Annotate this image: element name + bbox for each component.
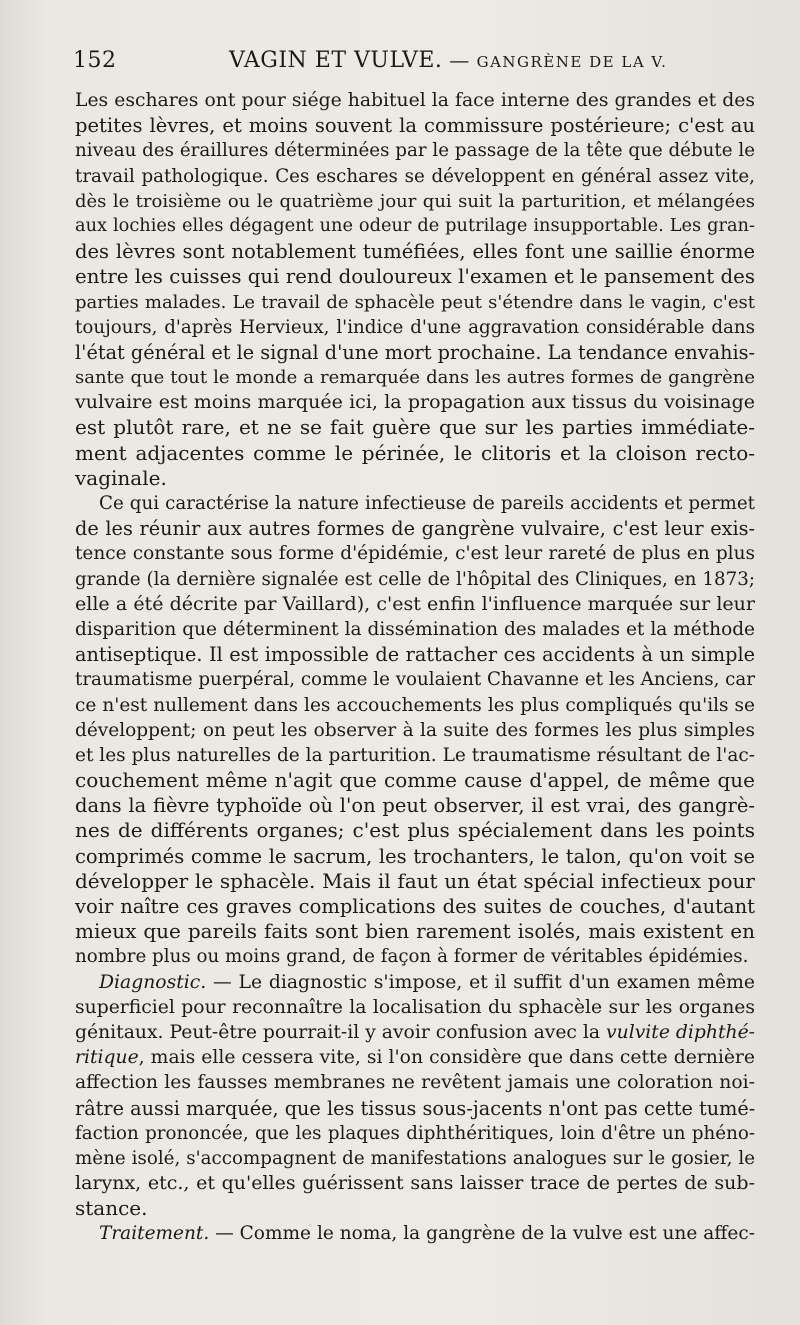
traitement-paragraph-start xyxy=(75,1221,755,1246)
italic-term: vulvite diphthé- xyxy=(606,1021,756,1043)
text-line: stance. xyxy=(75,1196,148,1221)
text-line: voir naître ces graves complications des suites de couches, d'autant xyxy=(75,895,755,918)
text-line: mène isolé, s'accompagnent de manifestations analogues sur le gosier, le xyxy=(75,1147,755,1169)
text-line: de les réunir aux autres formes de gangrène vulvaire, c'est leur exis- xyxy=(75,517,755,541)
text-line: petites lèvres, et moins souvent la commissure postérieure; c'est au xyxy=(75,114,755,138)
running-title-section: GANGRÈNE DE LA V. xyxy=(476,53,668,71)
text-line: des lèvres sont notablement tuméfiées, elles font une saillie énorme xyxy=(75,240,755,264)
text-line: est plutôt rare, et ne se fait guère que sur les parties immédiate- xyxy=(75,415,755,440)
text-line: disparition que déterminent la dissémination des malades et la méthode xyxy=(75,618,755,640)
running-header xyxy=(73,48,753,88)
text-line: mieux que pareils faits sont bien rarement isolés, mais existent en xyxy=(75,919,755,944)
text-line: niveau des éraillures déterminées par le passage de la tête que débute le xyxy=(75,140,755,162)
text-line: et les plus naturelles de la parturition. Le traumatisme résultant de l'ac- xyxy=(75,744,755,766)
text-line: comprimés comme le sacrum, les trochanters, le talon, qu'on voit se xyxy=(75,844,755,868)
text-line: tence constante sous forme d'épidémie, c'est leur rareté de plus en plus xyxy=(75,543,755,565)
text-line: vulvaire est moins marquée ici, la propagation aux tissus du voisinage xyxy=(75,391,755,414)
text-line: couchement même n'agit que comme cause d'appel, de même que xyxy=(75,768,755,793)
text-line: parties malades. Le travail de sphacèle peut s'étendre dans le vagin, c'est xyxy=(75,291,755,313)
text-line: larynx, etc., et qu'elles guérissent sans laisser trace de pertes de sub- xyxy=(75,1172,755,1195)
text-line: Ce qui caractérise la nature infectieuse de pareils accidents et permet xyxy=(99,493,755,514)
body-text xyxy=(75,88,755,1247)
text-line: Les eschares ont pour siége habituel la face interne des grandes et des xyxy=(75,90,755,111)
text-line: nombre plus ou moins grand, de façon à former de véritables épidémies. xyxy=(75,946,749,968)
text-line: grande (la dernière signalée est celle de l'hôpital des Cliniques, en 1873; xyxy=(75,568,755,590)
text-line: développent; on peut les observer à la suite des formes les plus simples xyxy=(75,719,755,741)
text-fragment: — Le diagnostic s'impose, et il suffit d'un examen même xyxy=(206,971,755,993)
text-line: dans la fièvre typhoïde où l'on peut observer, il est vrai, des gangrè- xyxy=(75,794,755,818)
text-line: elle a été décrite par Vaillard), c'est enfin l'influence marquée sur leur xyxy=(75,592,755,615)
text-line: aux lochies elles dégagent une odeur de putrilage insupportable. Les gran- xyxy=(75,215,755,236)
text-line: vaginale. xyxy=(75,465,167,490)
text-line: superficiel pour reconnaître la localisation du sphacèle sur les organes xyxy=(75,996,755,1018)
running-title xyxy=(229,48,667,73)
text-fragment: — Comme le noma, la gangrène de la vulve est une affec- xyxy=(209,1223,755,1245)
text-line xyxy=(75,1045,755,1070)
text-line: râtre aussi marquée, que les tissus sous-jacents n'ont pas cette tumé- xyxy=(75,1096,756,1120)
text-line: faction prononcée, que les plaques diphthéritiques, loin d'être un phéno- xyxy=(75,1122,755,1144)
italic-term: ritique xyxy=(75,1047,139,1069)
page-number: 152 xyxy=(73,48,117,73)
running-title-main: VAGIN ET VULVE. xyxy=(229,48,443,73)
text-line: nes de différents organes; c'est plus spécialement dans les points xyxy=(75,818,755,843)
text-line: ce n'est nullement dans les accouchements les plus compliqués qu'ils se xyxy=(75,694,755,716)
text-line: travail pathologique. Ces eschares se développent en général assez vite, xyxy=(75,165,755,187)
text-line: ment adjacentes comme le périnée, le clitoris et la cloison recto- xyxy=(75,440,755,465)
diagnostic-paragraph-start xyxy=(75,970,755,995)
section-heading-traitement: Traitement. xyxy=(99,1223,210,1245)
section-heading-diagnostic: Diagnostic. xyxy=(99,971,207,993)
text-fragment: génitaux. Peut-être pourrait-il y avoir confusion avec la xyxy=(75,1021,607,1043)
text-line: entre les cuisses qui rend douloureux l'examen et le pansement des xyxy=(75,265,755,289)
running-title-dash: — xyxy=(449,48,470,72)
text-fragment: , mais elle cessera vite, si l'on considère que dans cette dernière xyxy=(138,1047,755,1069)
text-line: développer le sphacèle. Mais il faut un état spécial infectieux pour xyxy=(75,868,755,893)
text-line: l'état général et le signal d'une mort prochaine. La tendance envahis- xyxy=(75,340,756,364)
text-line: antiseptique. Il est impossible de rattacher ces accidents à un simple xyxy=(75,643,755,667)
text-line xyxy=(75,1020,755,1045)
text-line: traumatisme puerpéral, comme le voulaient Chavanne et les Anciens, car xyxy=(75,669,755,691)
text-line: sante que tout le monde a remarquée dans les autres formes de gangrène xyxy=(75,367,755,389)
text-line: affection les fausses membranes ne revêtent jamais une coloration noi- xyxy=(75,1072,755,1094)
text-line: toujours, d'après Hervieux, l'indice d'une aggravation considérable dans xyxy=(75,316,755,338)
text-line: dès le troisième ou le quatrième jour qui suit la parturition, et mélangées xyxy=(75,190,755,212)
